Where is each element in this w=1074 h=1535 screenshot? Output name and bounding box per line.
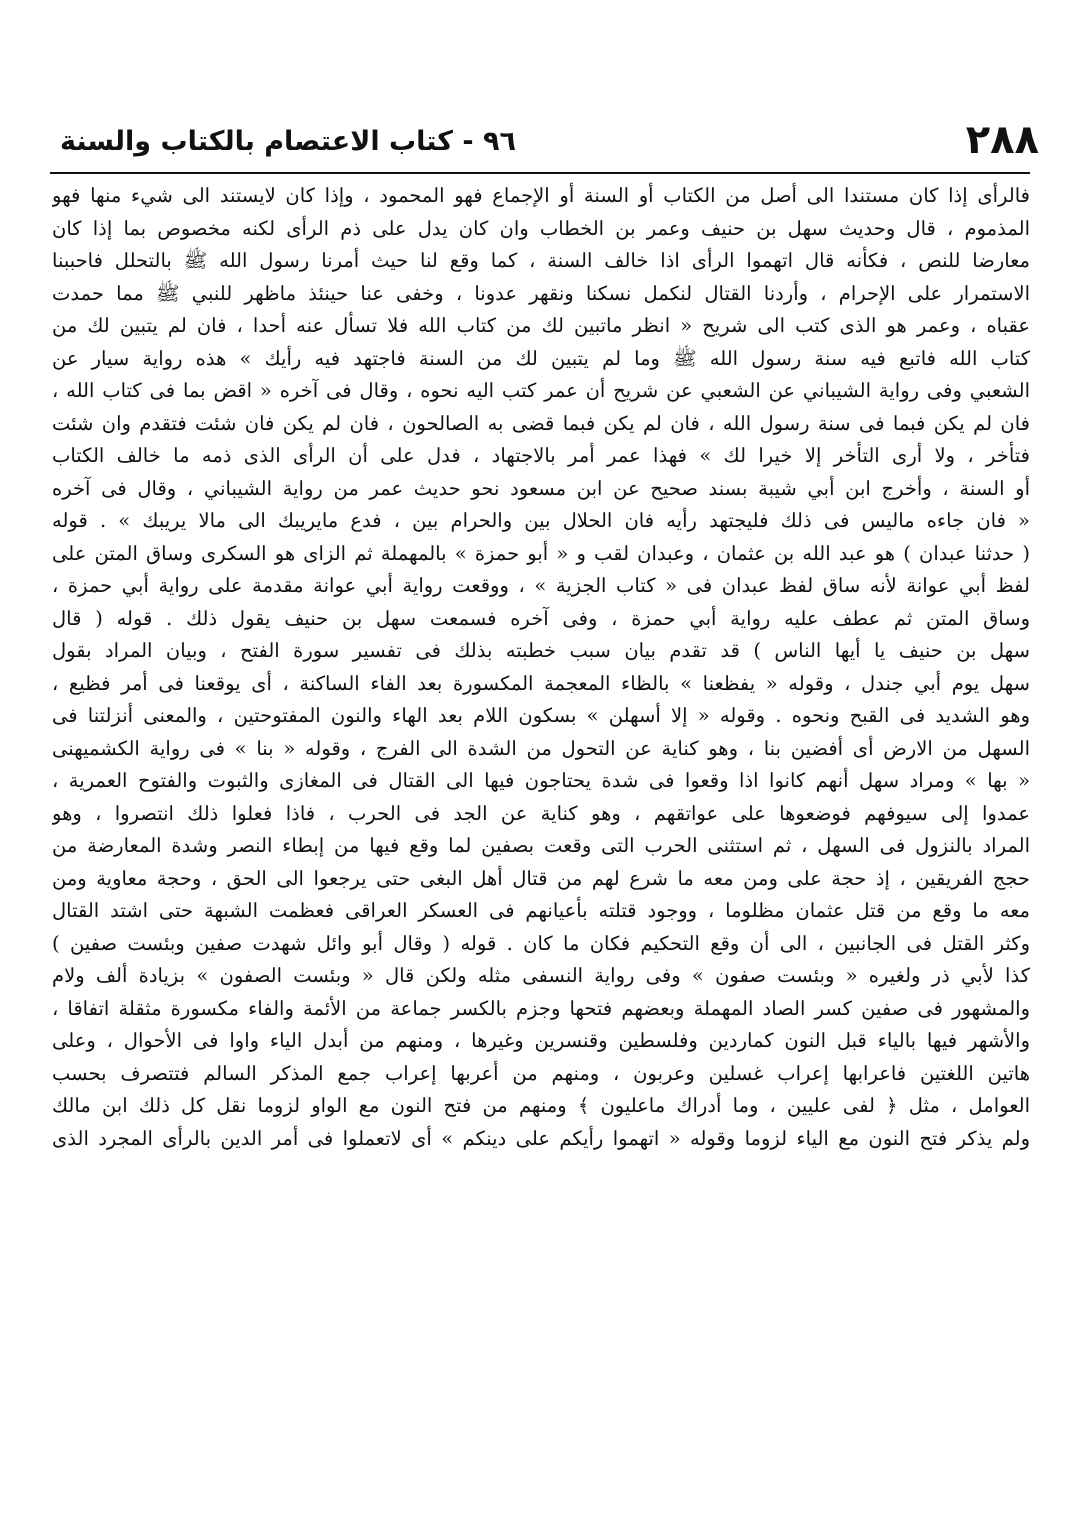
body-text (52, 180, 1030, 1155)
text-line: هاتين اللغتين فاعرابها إعراب غسلين وعربون ، ومنهم من أعربها إعراب جمع المذكر السالم فتتصرف بحسب (52, 1061, 1030, 1085)
text-line: ( حدثنا عبدان ) هو عبد الله بن عثمان ، وعبدان لقب و « أبو حمزة » بالمهملة ثم الزاى هو السكرى وساق المتن على (52, 541, 1030, 565)
text-line: المذموم ، قال وحديث سهل بن حنيف وعمر بن الخطاب وان كان يدل على ذم الرأى لكنه مخصوص بما إذا كان (52, 216, 1030, 240)
text-line: السهل من الارض أى أفضين بنا ، وهو كناية عن التحول من الشدة الى الفرج ، وقوله « بنا » فى رواية الكشميهنى (52, 736, 1030, 760)
text-line: « بها » ومراد سهل أنهم كانوا اذا وقعوا فى شدة يحتاجون فيها الى القتال فى المغازى والثبوت والفتوح العمرية ، (52, 769, 1030, 792)
text-line: العوامل ، مثل ﴿ لفى عليين ، وما أدراك ماعليون ﴾ ومنهم من فتح النون مع الواو لزوما نقل كل ذلك ابن مالك (52, 1094, 1030, 1117)
text-line: سهل يوم أبي جندل ، وقوله « يفظعنا » بالظاء المعجمة المكسورة بعد الفاء الساكنة ، أى يوقعنا فى أمر فظيع ، (52, 671, 1030, 695)
text-line: عمدوا إلى سيوفهم فوضعوها على عواتقهم ، وهو كناية عن الجد فى الحرب ، فاذا فعلوا ذلك انتصروا ، وهو (52, 801, 1030, 825)
page-number: ٢٨٨ (965, 117, 1039, 163)
text-line: أو السنة ، وأخرج ابن أبي شيبة بسند صحيح عن ابن مسعود نحو حديث عمر من رواية الشيباني ، وقال فى آخره (52, 476, 1030, 500)
running-title: ٩٦ - كتاب الاعتصام بالكتاب والسنة (60, 126, 516, 157)
text-line: وكثر القتل فى الجانبين ، الى أن وقع التحكيم فكان ما كان . قوله ( وقال أبو وائل شهدت صفين وبئست صفين ) (52, 931, 1030, 955)
text-line: وهو الشديد فى القبح ونحوه . وقوله « إلا أسهلن » بسكون اللام بعد الهاء والنون المفتوحتين ، والمعنى أنزلتنا فى (52, 704, 1030, 727)
text-line: كذا لأبي ذر ولغيره « وبئست صفون » وفى رواية النسفى مثله ولكن قال « وبئست الصفون » بزيادة ألف ولام (52, 964, 1030, 987)
text-line: سهل بن حنيف يا أيها الناس ) قد تقدم بيان سبب خطبته بذلك فى تفسير سورة الفتح ، وبيان المراد بقول (52, 639, 1030, 662)
text-line: الاستمرار على الإحرام ، وأردنا القتال لنكمل نسكنا ونقهر عدونا ، وخفى عنا حينئذ ماظهر للنبي ﷺ مما حمدت (52, 281, 1030, 305)
text-line: لفظ أبي عوانة لأنه ساق لفظ عبدان فى « كتاب الجزية » ، ووقعت رواية أبي عوانة مقدمة على رواية أبي حمزة ، (52, 574, 1030, 597)
text-line: عقباه ، وعمر هو الذى كتب الى شريح « انظر ماتبين لك من كتاب الله فلا تسأل عنه أحدا ، فان لم يتبين لك من (52, 314, 1030, 337)
text-line: « فان جاءه ماليس فى ذلك فليجتهد رأيه فان الحلال بين والحرام بين ، فدع مايريبك الى مالا يريبك » . قوله (52, 509, 1030, 532)
text-line: والأشهر فيها بالياء قبل النون كماردين وفلسطين وقنسرين وغيرها ، ومنهم من أبدل الياء واوا فى الأحوال ، وعلى (52, 1029, 1030, 1052)
text-line: المراد بالنزول فى السهل ، ثم استثنى الحرب التى وقعت بصفين لما وقع فيها من إبطاء النصر وشدة المعارضة من (52, 834, 1030, 857)
text-line: والمشهور فى صفين كسر الصاد المهملة وبعضهم فتحها وجزم بالكسر جماعة من الأئمة والفاء مكسورة مثقلة اتفاقا ، (52, 996, 1030, 1020)
page-header (60, 117, 1039, 174)
text-line: كتاب الله فاتبع فيه سنة رسول الله ﷺ وما لم يتبين لك من السنة فاجتهد فيه رأيك » هذه رواية سيار عن (52, 346, 1030, 370)
text-line: وساق المتن ثم عطف عليه رواية أبي حمزة ، وفى آخره فسمعت سهل بن حنيف يقول ذلك . قوله ( قال (52, 606, 1030, 630)
text-line: فتأخر ، ولا أرى التأخر إلا خيرا لك » فهذا عمر أمر بالاجتهاد ، فدل على أن الرأى الذى ذمه ما خالف الكتاب (52, 444, 1030, 467)
text-line: الشعبي وفى رواية الشيباني عن الشعبي عن شريح أن عمر كتب اليه نحوه ، وقال فى آخره « اقض بما فى كتاب الله ، (52, 379, 1030, 402)
text-line: معه ما وقع من قتل عثمان مظلوما ، ووجود قتلته بأعيانهم فى العسكر العراقى فعظمت الشبهة حتى اشتد القتال (52, 899, 1030, 922)
text-line: فالرأى إذا كان مستندا الى أصل من الكتاب أو السنة أو الإجماع فهو المحمود ، وإذا كان لايستند الى شيء منها فهو (52, 184, 1030, 207)
text-line: ولم يذكر فتح النون مع الياء لزوما وقوله « اتهموا رأيكم على دينكم » أى لاتعملوا فى أمر الدين بالرأى المجرد الذى (52, 1126, 1030, 1150)
header-divider (50, 172, 1030, 174)
text-line: فان لم يكن فبما فى سنة رسول الله ، فان لم يكن فبما قضى به الصالحون ، فان لم يكن فان شئت فتقدم وان شئت (52, 411, 1030, 435)
text-line: حجج الفريقين ، إذ حجة على ومن معه ما شرع لهم من قتال أهل البغى حتى يرجعوا الى الحق ، وحجة معاوية ومن (52, 866, 1030, 890)
text-line: معارضا للنص ، فكأنه قال اتهموا الرأى اذا خالف السنة ، كما وقع لنا حيث أمرنا رسول الله ﷺ بالتحلل فاحببنا (52, 249, 1030, 272)
